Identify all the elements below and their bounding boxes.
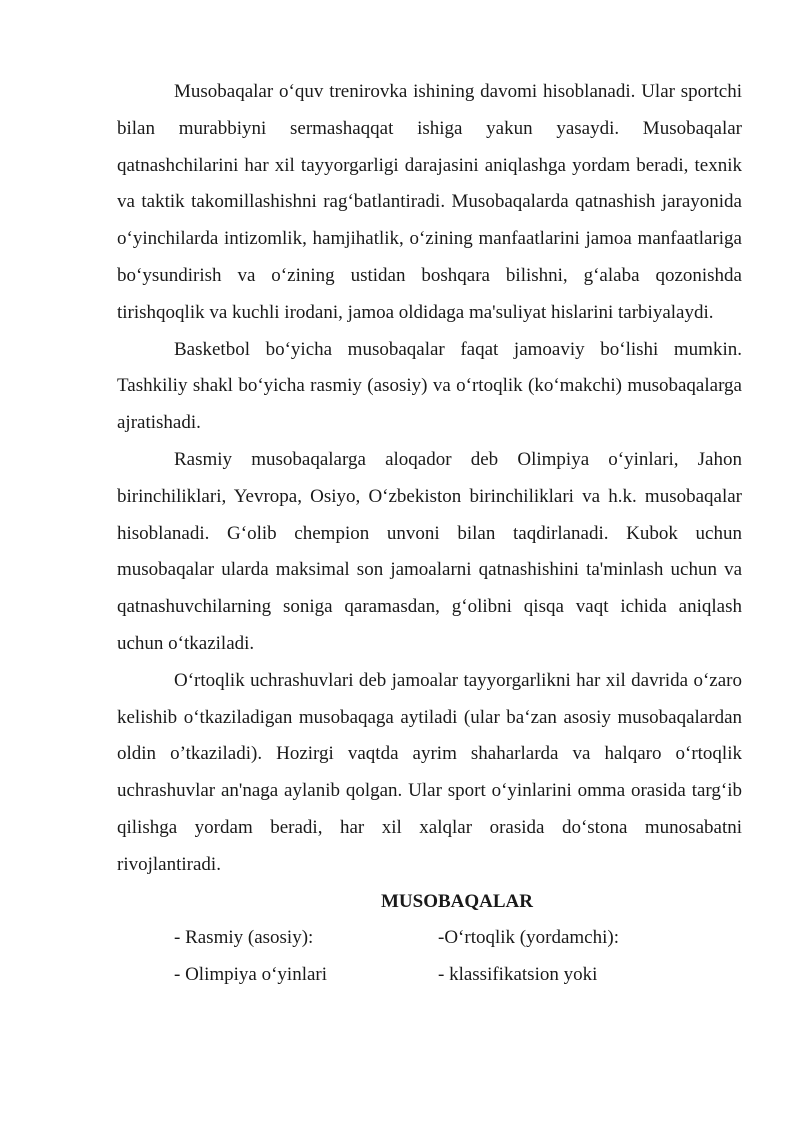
paragraph-2: Basketbol bo‘yicha musobaqalar faqat jamoaviy bo‘lishi mumkin. Tashkiliy shakl bo‘yicha rasmiy (asosiy) va o‘rtoqlik (ko‘makchi) musobaqalarga ajratishadi. bbox=[117, 338, 742, 434]
paragraph-1: Musobaqalar o‘quv trenirovka ishining davomi hisoblanadi. Ular sportchi bilan murabbiyni sermashaqqat ishiga yakun yasaydi. Musobaqalar qatnashchilarini har xil tayyorgarligi darajasini aniqlashga yordam beradi, texnik va taktik takomillashishni rag‘batlantiradi. Musobaqalarda qatnashish jarayonida o‘yinchilarda intizomlik, hamjihatlik, o‘zining manfaatlarini jamoa manfaatlariga bo‘ysundirish va o‘zining ustidan boshqara bilishni, g‘alaba qozonishda tirishqoqlik va kuchli irodani, jamoa oldidaga ma'suliyat hislarini tarbiyalaydi. bbox=[117, 81, 742, 323]
list-item: -O‘rtoqlik (yordamchi): bbox=[438, 927, 619, 949]
list-item: - klassifikatsion yoki bbox=[438, 964, 598, 986]
list-column-right bbox=[438, 920, 742, 994]
document-page bbox=[117, 74, 742, 994]
section-heading: MUSOBAQALAR bbox=[380, 890, 533, 912]
list-column-left bbox=[117, 920, 438, 994]
paragraph-3: Rasmiy musobaqalarga aloqador deb Olimpiya o‘yinlari, Jahon birinchiliklari, Yevropa, Osiyo, O‘zbekiston birinchiliklari va h.k. musobaqalar hisoblanadi. G‘olib chempion unvoni bilan taqdirlanadi. Kubok uchun musobaqalar ularda maksimal son jamoalarni qatnashishini ta'minlash uchun va qatnashuvchilarning soniga qaramasdan, g‘olibni qisqa vaqt ichida aniqlash uchun o‘tkaziladi. bbox=[117, 448, 742, 654]
list-item: - Rasmiy (asosiy): bbox=[174, 927, 314, 949]
classification-list bbox=[117, 920, 742, 994]
list-item: - Olimpiya o‘yinlari bbox=[174, 964, 328, 986]
paragraph-4: O‘rtoqlik uchrashuvlari deb jamoalar tayyorgarlikni har xil davrida o‘zaro kelishib o‘tkaziladigan musobaqaga aytiladi (ular ba‘zan asosiy musobaqalardan oldin o’tkaziladi). Hozirgi vaqtda ayrim shaharlarda va halqaro o‘rtoqlik uchrashuvlar an'naga aylanib qolgan. Ular sport o‘yinlarini omma orasida targ‘ib qilishga yordam beradi, har xil xalqlar orasida do‘stona munosabatni rivojlantiradi. bbox=[117, 669, 742, 875]
